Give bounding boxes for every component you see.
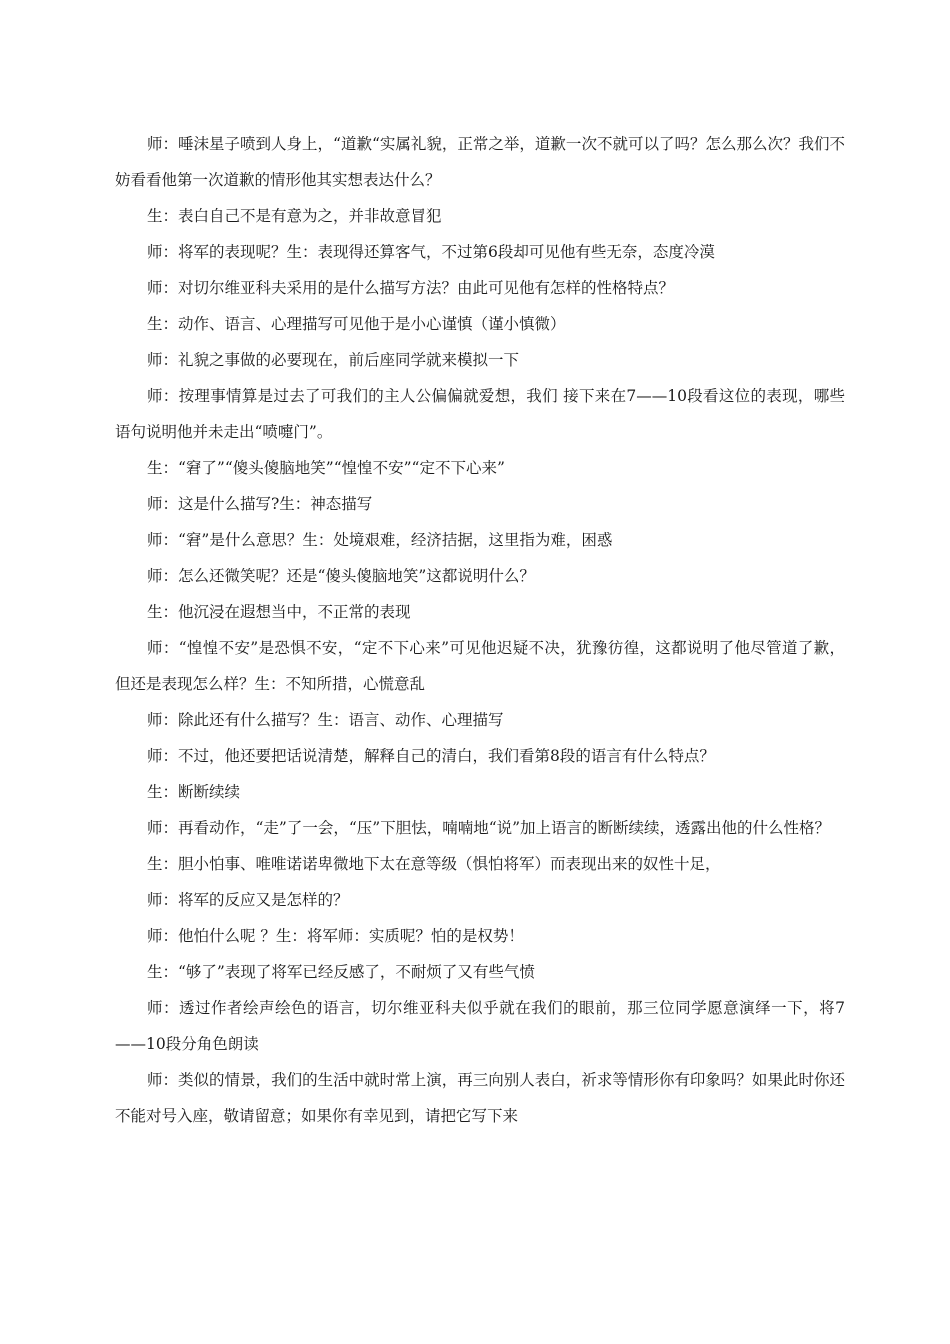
paragraph-21: 生：“够了”表现了将军已经反感了，不耐烦了又有些气愤	[147, 963, 535, 981]
paragraph-9: 师：这是什么描写?生：神态描写	[147, 495, 373, 513]
paragraph-12: 生：他沉浸在遐想当中，不正常的表现	[147, 603, 411, 621]
paragraph-6: 师：礼貌之事做的必要现在，前后座同学就来模拟一下	[147, 351, 520, 369]
paragraph-17: 师：再看动作，“走”了一会，“压”下胆怯，喃喃地“说”加上语言的断断续续，透露出他的什么性格？	[147, 819, 831, 837]
paragraph-4: 师：对切尔维亚科夫采用的是什么描写方法？由此可见他有怎样的性格特点？	[147, 279, 675, 297]
paragraph-18: 生：胆小怕事、唯唯诺诺卑微地下太在意等级（惧怕将军）而表现出来的奴性十足，	[147, 855, 721, 873]
paragraph-8: 生：“窘了”“傻头傻脑地笑”“惶惶不安”“定不下心来”	[147, 459, 505, 477]
paragraph-2: 生：表白自己不是有意为之，并非故意冒犯	[147, 207, 442, 225]
paragraph-13: 师：“惶惶不安”是恐惧不安，“定不下心来”可见他迟疑不决，犹豫彷徨，这都说明了他尽管道了歉，但还是表现怎么样？生：不知所措，心慌意乱	[115, 639, 845, 693]
paragraph-14: 师：除此还有什么描写？生：语言、动作、心理描写	[147, 711, 504, 729]
paragraph-3: 师：将军的表现呢？生：表现得还算客气，不过第6段却可见他有些无奈，态度冷漠	[147, 243, 715, 261]
document-body	[115, 126, 845, 1134]
paragraph-7: 师：按理事情算是过去了可我们的主人公偏偏就爱想，我们 接下来在7——10段看这位的表现，哪些语句说明他并未走出“喷嚏门”。	[115, 387, 845, 441]
paragraph-22: 师：透过作者绘声绘色的语言，切尔维亚科夫似乎就在我们的眼前，那三位同学愿意演绎一下，将7——10段分角色朗读	[115, 999, 845, 1053]
paragraph-23: 师：类似的情景，我们的生活中就时常上演，再三向别人表白，祈求等情形你有印象吗？如果此时你还不能对号入座，敬请留意；如果你有幸见到，请把它写下来	[115, 1071, 845, 1125]
paragraph-20: 师：他怕什么呢 ？生：将军师：实质呢？怕的是权势！	[147, 927, 524, 945]
paragraph-5: 生：动作、语言、心理描写可见他于是小心谨慎（谨小慎微）	[147, 315, 566, 333]
paragraph-16: 生：断断续续	[147, 783, 241, 801]
paragraph-1: 师：唾沫星子喷到人身上，“道歉“实属礼貌，正常之举，道歉一次不就可以了吗？怎么那么次？我们不妨看看他第一次道歉的情形他其实想表达什么？	[115, 135, 845, 189]
paragraph-11: 师：怎么还微笑呢？还是“傻头傻脑地笑”这都说明什么？	[147, 567, 535, 585]
paragraph-19: 师：将军的反应又是怎样的？	[147, 891, 349, 909]
paragraph-10: 师：“窘”是什么意思？生：处境艰难，经济拮据，这里指为难，困惑	[147, 531, 613, 549]
paragraph-15: 师：不过，他还要把话说清楚，解释自己的清白，我们看第8段的语言有什么特点？	[147, 747, 715, 765]
